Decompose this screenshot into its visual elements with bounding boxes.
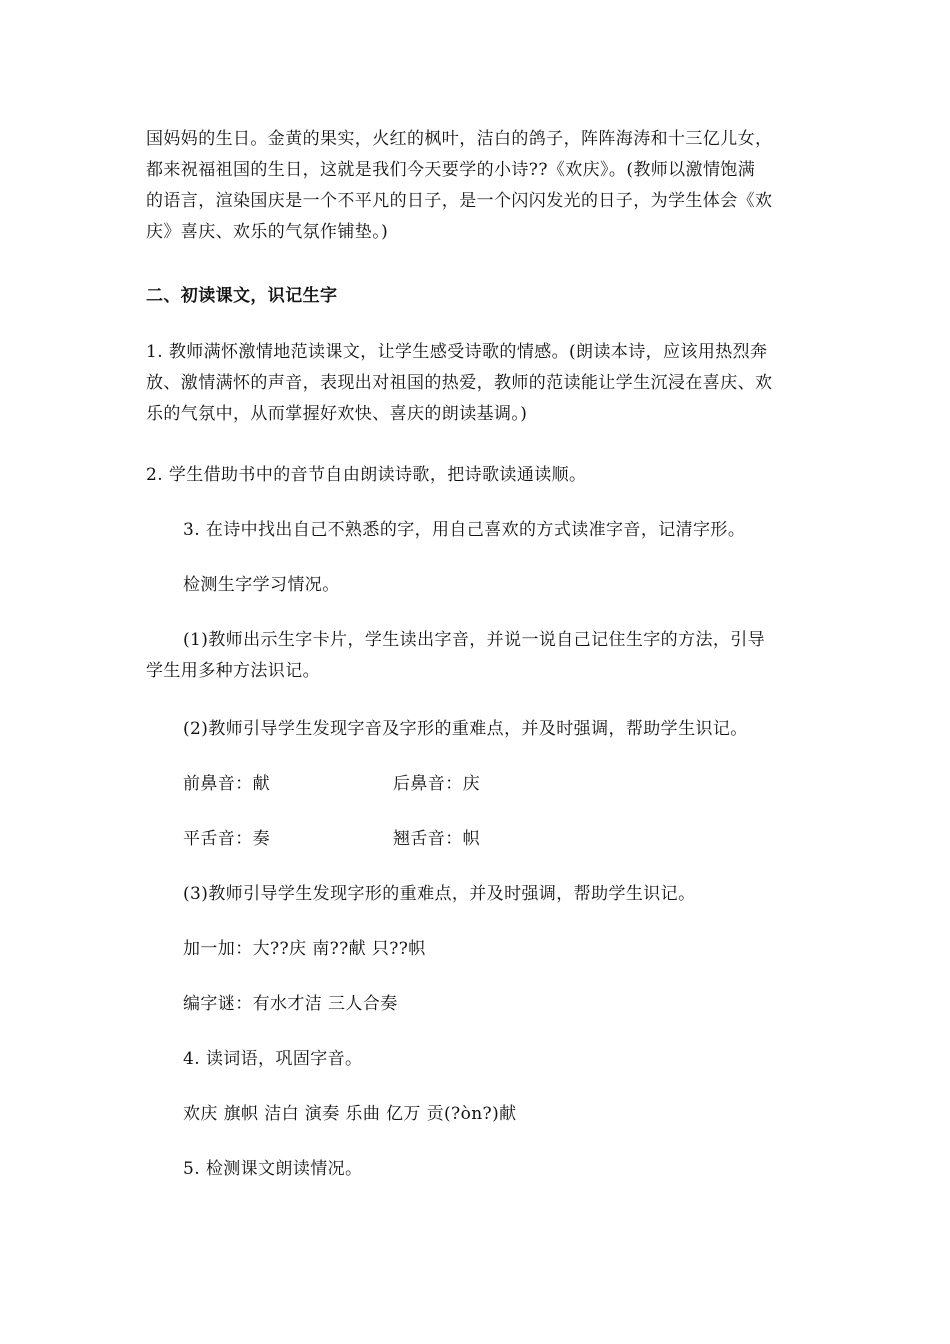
step-2-line: 2. 学生借助书中的音节自由朗读诗歌，把诗歌读通读顺。 [146, 465, 587, 485]
check-label-line: 检测生字学习情况。 [183, 575, 340, 595]
nasal-sounds-row [183, 769, 480, 800]
step-1-line: 1. 教师满怀激情地范读课文，让学生感受诗歌的情感。(朗读本诗，应该用热烈奔 [146, 342, 768, 362]
step-1-line: 乐的气氛中，从而掌握好欢快、喜庆的朗读基调。) [146, 404, 528, 424]
step-3-text [183, 515, 810, 546]
step-1-line: 放、激情满怀的声音，表现出对祖国的热爱，教师的范读能让学生沉浸在喜庆、欢 [146, 373, 773, 393]
intro-line: 的语言，渲染国庆是一个不平凡的日子，是一个闪闪发光的日子，为学生体会《欢 [146, 191, 773, 211]
intro-paragraph [146, 124, 810, 248]
front-nasal-item: 前鼻音：献 [183, 774, 270, 794]
section-heading: 二、初读课文，识记生字 [146, 286, 338, 306]
back-nasal-item: 后鼻音：庆 [393, 774, 480, 794]
sub-3-text [183, 879, 810, 910]
character-riddle-line: 编字谜：有水才洁 三人合奏 [183, 994, 398, 1014]
step-1-paragraph [146, 337, 810, 430]
step-3-line: 3. 在诗中找出自己不熟悉的字，用自己喜欢的方式读准字音，记清字形。 [183, 520, 746, 540]
intro-line: 庆》喜庆、欢乐的气氛作铺垫。) [146, 222, 389, 242]
sub-3-line: (3)教师引导学生发现字形的重难点，并及时强调，帮助学生识记。 [183, 884, 696, 904]
vocabulary-line: 欢庆 旗帜 洁白 演奏 乐曲 亿万 贡(?òn?)献 [183, 1104, 517, 1124]
step-2-text [146, 460, 810, 491]
sub-1-paragraph [146, 625, 810, 687]
sub-2-line: (2)教师引导学生发现字音及字形的重难点，并及时强调，帮助学生识记。 [183, 719, 748, 739]
tongue-sounds-row [183, 824, 480, 855]
sub-1-line: 学生用多种方法识记。 [146, 661, 320, 681]
step-5-text: 5. 检测课文朗读情况。 [183, 1159, 363, 1179]
check-label [183, 570, 810, 601]
sub-1-line: (1)教师出示生字卡片，学生读出字音，并说一说自己记住生字的方法，引导 [183, 630, 766, 650]
intro-line: 国妈妈的生日。金黄的果实，火红的枫叶，洁白的鸽子，阵阵海涛和十三亿儿女， [146, 129, 773, 149]
add-radical-line: 加一加：大??庆 南??献 只??帜 [183, 939, 426, 959]
intro-line: 都来祝福祖国的生日，这就是我们今天要学的小诗??《欢庆》。(教师以激情饱满 [146, 160, 756, 180]
retroflex-item: 翘舌音：帜 [393, 829, 480, 849]
sub-2-text [183, 714, 810, 745]
step-4-text: 4. 读词语，巩固字音。 [183, 1049, 363, 1069]
flat-tongue-item: 平舌音：奏 [183, 829, 270, 849]
